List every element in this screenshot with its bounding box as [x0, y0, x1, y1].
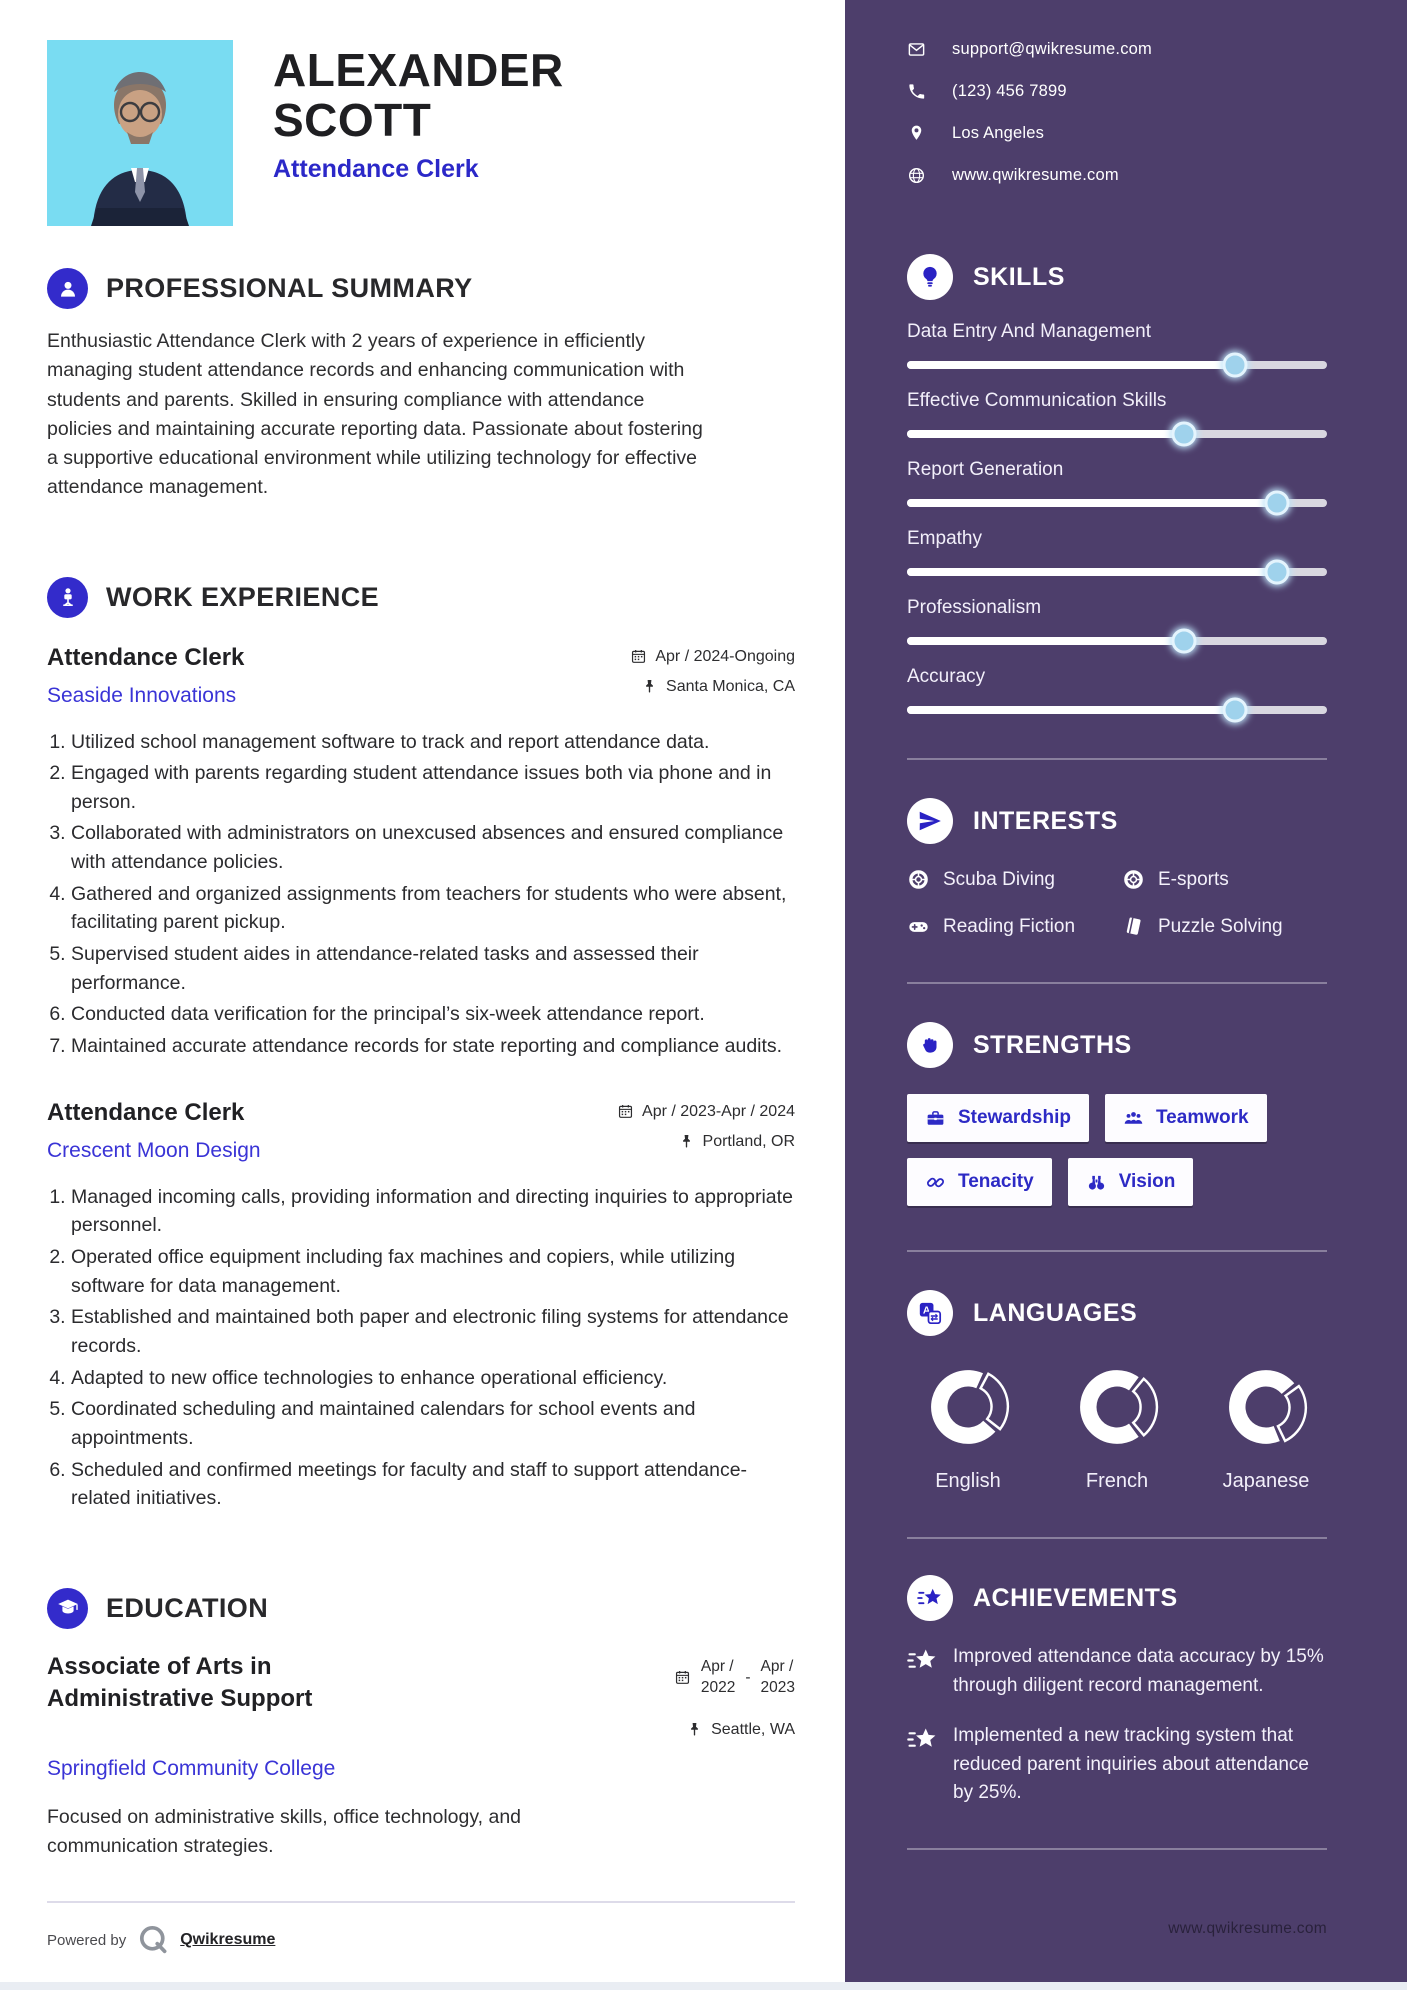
job-meta	[630, 644, 795, 696]
sidebar-divider	[907, 758, 1327, 760]
languages-heading: LANGUAGES	[973, 1298, 1138, 1327]
skill-slider-knob	[1222, 698, 1247, 723]
job-dates-row	[617, 1103, 795, 1121]
contact-website-row	[907, 166, 1327, 185]
skill-slider-fill	[907, 637, 1184, 645]
shooting-star-icon	[907, 1645, 938, 1676]
summary-text: Enthusiastic Attendance Clerk with 2 years of experience in efficiently managing student attendance records and enhancing communication with students and parents. Skilled in ensuring compliance with attendance policies and maintaining accurate reporting data. Passionate about fostering a supportive educational environment while utilizing technology for effective attendance management.	[47, 330, 703, 499]
language-label: Japanese	[1222, 1470, 1310, 1492]
education-description: Focused on administrative skills, office technology, and communication strategies.	[47, 1805, 522, 1858]
chain-link-icon	[925, 1172, 946, 1193]
skill-slider-knob	[1222, 353, 1247, 378]
job-bullet: 3. Established and maintained both paper and electronic filing systems for attendance records.	[71, 1303, 795, 1360]
section-education	[47, 1588, 795, 1861]
job-bullet: 2. Operated office equipment including fax machines and copiers, while utilizing software for data management.	[71, 1243, 795, 1300]
interest-label: E-sports	[1158, 868, 1229, 890]
achievement-item	[907, 1722, 1327, 1808]
skill-item	[907, 390, 1327, 438]
job-entry	[47, 1099, 795, 1513]
language-donut-chart	[1209, 1350, 1324, 1465]
name-block	[273, 40, 564, 184]
first-name: ALEXANDER	[273, 44, 564, 96]
end-month: Apr /	[760, 1657, 794, 1675]
section-skills	[907, 254, 1327, 714]
strength-chip	[1068, 1158, 1194, 1206]
job-location-row	[678, 1133, 795, 1151]
skill-slider-fill	[907, 361, 1235, 369]
job-location: Santa Monica, CA	[666, 677, 795, 695]
calendar-icon	[674, 1669, 691, 1686]
education-start-date	[701, 1657, 735, 1699]
sidebar-divider	[907, 1250, 1327, 1252]
skill-item	[907, 528, 1327, 576]
skill-slider	[907, 430, 1327, 438]
person-icon	[47, 268, 88, 309]
education-heading-row	[47, 1588, 795, 1629]
achievements-heading: ACHIEVEMENTS	[973, 1583, 1178, 1612]
shooting-star-icon	[907, 1575, 953, 1621]
shooting-star-icon	[907, 1724, 938, 1755]
education-location: Seattle, WA	[711, 1720, 795, 1738]
team-icon	[1123, 1108, 1144, 1129]
job-bullet: 7. Maintained accurate attendance records for state reporting and compliance audits.	[71, 1032, 795, 1061]
powered-by-row	[47, 1923, 795, 1957]
skill-label: Effective Communication Skills	[907, 390, 1167, 411]
interest-item	[1122, 868, 1327, 891]
skill-slider	[907, 361, 1327, 369]
contact-location: Los Angeles	[952, 124, 1045, 142]
calendar-icon	[617, 1103, 634, 1120]
strength-label: Tenacity	[958, 1171, 1034, 1192]
strength-label: Stewardship	[958, 1107, 1071, 1128]
date-separator: -	[745, 1668, 751, 1686]
language-item	[1207, 1366, 1325, 1493]
skill-slider-knob	[1172, 422, 1197, 447]
skill-slider	[907, 499, 1327, 507]
education-dates-row	[674, 1651, 795, 1699]
work-heading: WORK EXPERIENCE	[106, 581, 380, 612]
skill-label: Accuracy	[907, 666, 986, 687]
interest-label: Puzzle Solving	[1158, 915, 1283, 937]
pushpin-icon	[686, 1721, 703, 1738]
job-bullet: 2. Engaged with parents regarding student attendance issues both via phone and in person.	[71, 759, 795, 816]
translate-icon	[907, 1290, 953, 1336]
person-job-title: Attendance Clerk	[273, 155, 479, 184]
book-icon	[1122, 915, 1145, 938]
job-bullet: 5. Supervised student aides in attendance-related tasks and assessed their performance.	[71, 940, 795, 997]
job-bullet: 5. Coordinated scheduling and maintained calendars for school events and appointments.	[71, 1395, 795, 1452]
portrait-illustration	[47, 40, 233, 226]
contact-location-row	[907, 124, 1327, 143]
lifebuoy-icon	[1122, 868, 1145, 891]
language-item	[909, 1366, 1027, 1493]
section-strengths	[907, 1022, 1327, 1206]
start-year: 2022	[700, 1678, 736, 1696]
paper-plane-icon	[907, 798, 953, 844]
job-title: Attendance Clerk	[47, 1098, 245, 1126]
company-link[interactable]: Seaside Innovations	[47, 683, 237, 707]
skill-label: Empathy	[907, 528, 982, 549]
education-heading: EDUCATION	[106, 1592, 269, 1623]
section-interests	[907, 798, 1327, 938]
sidebar-column	[845, 0, 1407, 1990]
interest-label: Scuba Diving	[943, 868, 1055, 890]
globe-icon	[907, 166, 926, 185]
strength-chip	[1105, 1094, 1267, 1142]
education-meta	[674, 1651, 795, 1739]
skill-slider-knob	[1264, 491, 1289, 516]
skill-slider-knob	[1172, 629, 1197, 654]
profile-photo	[47, 40, 233, 226]
lifebuoy-icon	[907, 868, 930, 891]
fist-icon	[907, 1022, 953, 1068]
qwikresume-logo-icon	[136, 1923, 170, 1957]
interest-label: Reading Fiction	[943, 915, 1076, 937]
job-bullet: 1. Utilized school management software to track and report attendance data.	[71, 728, 795, 757]
school-link[interactable]: Springfield Community College	[47, 1756, 336, 1780]
language-label: French	[1085, 1470, 1149, 1492]
envelope-icon	[907, 40, 926, 59]
skill-label: Professionalism	[907, 597, 1042, 618]
job-location-row	[641, 678, 795, 696]
job-entry	[47, 644, 795, 1061]
contact-phone-row	[907, 82, 1327, 101]
job-dates: Apr / 2023-Apr / 2024	[642, 1102, 795, 1120]
job-header	[47, 644, 795, 708]
interests-grid	[907, 868, 1327, 938]
interests-heading: INTERESTS	[973, 806, 1118, 835]
sidebar-divider	[907, 982, 1327, 984]
achievement-item	[907, 1643, 1327, 1700]
skill-slider-knob	[1264, 560, 1289, 585]
skill-slider	[907, 568, 1327, 576]
skill-slider-fill	[907, 499, 1277, 507]
office-chair-icon	[47, 577, 88, 618]
company-link[interactable]: Crescent Moon Design	[47, 1138, 261, 1162]
strength-label: Teamwork	[1155, 1107, 1249, 1128]
skills-heading: SKILLS	[973, 262, 1065, 291]
interest-item	[907, 868, 1112, 891]
contact-website[interactable]: www.qwikresume.com	[952, 166, 1119, 184]
job-title-company	[47, 1099, 261, 1163]
strength-label: Vision	[1118, 1171, 1176, 1192]
skills-heading-row	[907, 254, 1327, 300]
pushpin-icon	[641, 678, 658, 695]
sidebar-divider	[907, 1537, 1327, 1539]
calendar-icon	[630, 648, 647, 665]
section-professional-summary	[47, 268, 795, 503]
interest-item	[907, 915, 1112, 938]
interests-heading-row	[907, 798, 1327, 844]
pushpin-icon	[678, 1133, 695, 1150]
section-achievements	[907, 1575, 1327, 1808]
degree-title: Associate of Arts in Administrative Support	[47, 1652, 313, 1713]
skill-slider-fill	[907, 430, 1184, 438]
sidebar-website-label[interactable]: www.qwikresume.com	[1168, 1920, 1327, 1937]
start-month: Apr /	[700, 1657, 734, 1675]
strengths-heading-row	[907, 1022, 1327, 1068]
languages-row	[907, 1366, 1327, 1493]
skill-item	[907, 666, 1327, 714]
job-header	[47, 1099, 795, 1163]
strengths-chips	[907, 1094, 1327, 1206]
footer-divider	[47, 1901, 795, 1903]
language-label: English	[935, 1470, 1001, 1492]
language-item	[1058, 1366, 1176, 1493]
education-location-row	[686, 1721, 795, 1739]
strengths-heading: STRENGTHS	[973, 1030, 1132, 1059]
job-dates-row	[630, 648, 795, 666]
achievement-text: Improved attendance data accuracy by 15% through diligent record management.	[953, 1646, 1324, 1696]
job-bullet: 6. Scheduled and confirmed meetings for faculty and staff to support attendance-related initiatives.	[71, 1456, 795, 1513]
identity-header	[47, 40, 795, 226]
briefcase-icon	[925, 1108, 946, 1129]
language-donut-chart	[1059, 1349, 1175, 1465]
map-pin-icon	[907, 124, 926, 143]
sidebar-divider	[907, 1848, 1327, 1850]
page-bottom-edge	[0, 1982, 1407, 1990]
graduation-cap-icon	[47, 1588, 88, 1629]
education-entry	[47, 1651, 795, 1739]
achievement-text: Implemented a new tracking system that reduced parent inquiries about attendance by 25%.	[953, 1725, 1309, 1803]
job-bullet-list	[47, 728, 795, 1061]
strength-chip	[907, 1158, 1052, 1206]
languages-heading-row	[907, 1290, 1327, 1336]
skill-label: Report Generation	[907, 459, 1064, 480]
language-donut-chart	[913, 1352, 1024, 1463]
binoculars-icon	[1086, 1172, 1107, 1193]
achievements-heading-row	[907, 1575, 1327, 1621]
skill-label: Data Entry And Management	[907, 321, 1151, 342]
powered-by-label: Powered by	[47, 1931, 127, 1949]
gamepad-icon	[907, 915, 930, 938]
skill-slider	[907, 706, 1327, 714]
work-heading-row	[47, 577, 795, 618]
job-title: Attendance Clerk	[47, 643, 245, 671]
job-bullet: 6. Conducted data verification for the principal’s six-week attendance report.	[71, 1000, 795, 1029]
interest-item	[1122, 915, 1327, 938]
page-footer	[47, 1861, 795, 1957]
summary-heading: PROFESSIONAL SUMMARY	[106, 273, 473, 303]
contact-phone: (123) 456 7899	[952, 82, 1067, 100]
job-meta	[617, 1099, 795, 1151]
summary-heading-row	[47, 268, 795, 309]
job-title-company	[47, 644, 244, 708]
phone-icon	[907, 82, 926, 101]
contact-block	[907, 40, 1327, 208]
skill-item	[907, 321, 1327, 369]
qwikresume-link[interactable]: Qwikresume	[180, 1931, 276, 1949]
skill-slider-fill	[907, 706, 1235, 714]
last-name: SCOTT	[273, 93, 432, 146]
contact-email-row	[907, 40, 1327, 59]
section-languages	[907, 1290, 1327, 1493]
person-name	[273, 46, 564, 145]
strength-chip	[907, 1094, 1089, 1142]
job-bullet: 3. Collaborated with administrators on unexcused absences and ensured compliance with attendance policies.	[71, 819, 795, 876]
end-year: 2023	[760, 1678, 795, 1696]
section-work-experience	[47, 577, 795, 1516]
skill-item	[907, 597, 1327, 645]
skill-slider-fill	[907, 568, 1277, 576]
job-dates: Apr / 2024-Ongoing	[655, 647, 795, 665]
job-bullet-list	[47, 1183, 795, 1513]
education-end-date	[761, 1657, 795, 1699]
lightbulb-icon	[907, 254, 953, 300]
contact-email[interactable]: support@qwikresume.com	[952, 40, 1152, 58]
skill-item	[907, 459, 1327, 507]
job-bullet: 4. Gathered and organized assignments from teachers for students who were absent, facilitating parent pickup.	[71, 880, 795, 937]
job-location: Portland, OR	[702, 1132, 795, 1150]
job-bullet: 1. Managed incoming calls, providing information and directing inquiries to appropriate personnel.	[71, 1183, 795, 1240]
job-bullet: 4. Adapted to new office technologies to enhance operational efficiency.	[71, 1364, 795, 1393]
skill-slider	[907, 637, 1327, 645]
